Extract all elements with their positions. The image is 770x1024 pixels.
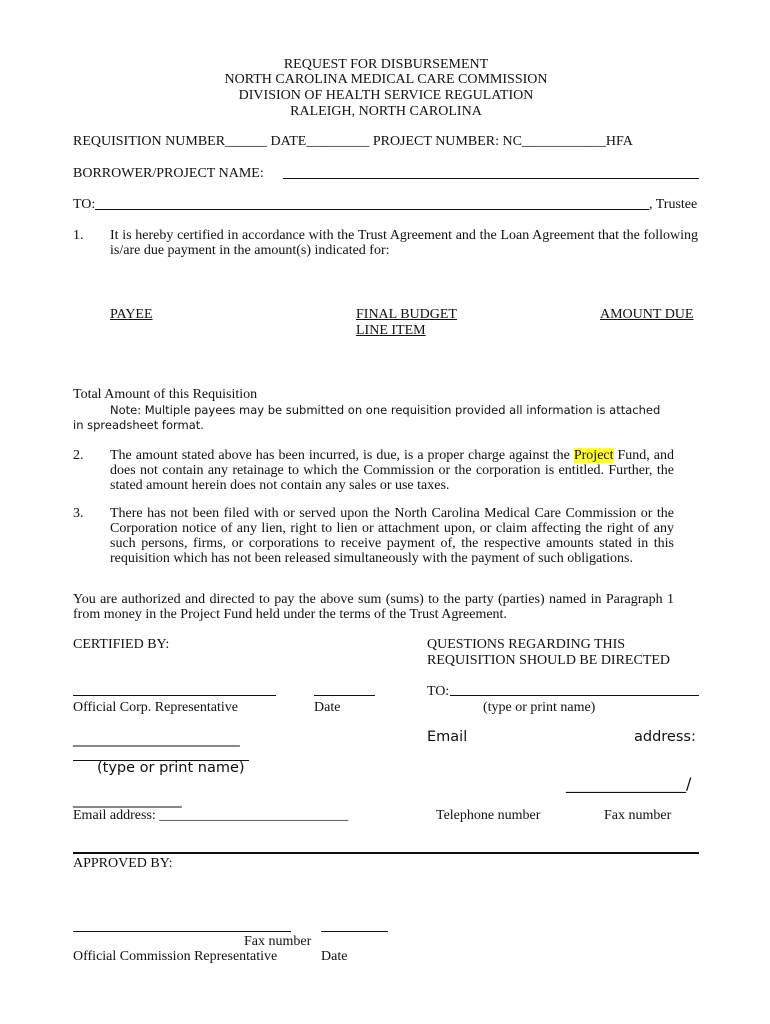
to2-label: TO: — [427, 684, 450, 699]
email-word: Email — [427, 729, 468, 745]
commission-signature-field[interactable] — [73, 931, 291, 932]
item2-text — [110, 448, 674, 493]
questions-line2: REQUISITION SHOULD BE DIRECTED — [427, 653, 671, 668]
commission-date-field[interactable] — [321, 931, 388, 932]
trustee-label: , Trustee — [649, 197, 698, 212]
telephone-label: Telephone number — [436, 808, 541, 823]
date-label2: Date — [321, 949, 348, 964]
name-underscore-field[interactable]: _______________________ — [73, 731, 240, 747]
budget-header-line1: FINAL BUDGET — [356, 307, 457, 322]
budget-header-line2: LINE ITEM — [356, 323, 426, 338]
requisition-line[interactable]: REQUISITION NUMBER______ DATE_________ PROJECT NUMBER: NC____________HFA — [73, 134, 633, 149]
contact-name-field[interactable] — [450, 695, 699, 696]
to-label: TO: — [73, 197, 96, 212]
email-slash-field[interactable]: _______________/ — [566, 774, 692, 793]
payee-header: PAYEE — [110, 307, 153, 322]
amount-header: AMOUNT DUE — [600, 307, 694, 322]
authorization-text: You are authorized and directed to pay the above sum (sums) to the party (parties) named in Paragraph 1 from money in the Project Fund held under the terms of the Trust Agreement. — [73, 592, 674, 622]
corp-signature-field[interactable] — [73, 695, 276, 696]
city-state: RALEIGH, NORTH CAROLINA — [290, 104, 482, 119]
corp-date-field[interactable] — [314, 695, 375, 696]
type-print-label: (type or print name) — [483, 700, 596, 715]
short-underscore-field[interactable]: _______________ — [73, 792, 182, 808]
fax-label: Fax number — [604, 808, 672, 823]
item2-text-after: Fund, and does not contain any retainage to which the Commission or the corporation is entitled. Further, the stated amount herein does not contain any sales or use taxes. — [110, 448, 674, 493]
form-title: REQUEST FOR DISBURSEMENT — [283, 57, 489, 72]
note-line2: in spreadsheet format. — [73, 418, 204, 432]
email-address-label[interactable]: Email address: ___________________________ — [73, 808, 349, 823]
trustee-field[interactable] — [95, 209, 649, 210]
questions-line1: QUESTIONS REGARDING THIS — [427, 637, 626, 652]
approved-label: APPROVED BY: — [73, 856, 173, 871]
address-word: address: — [634, 729, 696, 745]
item2-number: 2. — [73, 448, 84, 463]
note-line1: Note: Multiple payees may be submitted on one requisition provided all information is attached — [110, 403, 661, 417]
official-corp-label: Official Corp. Representative — [73, 700, 238, 715]
item1-number: 1. — [73, 228, 84, 243]
borrower-field[interactable] — [283, 178, 699, 179]
date-label: Date — [314, 700, 341, 715]
item3-number: 3. — [73, 506, 84, 521]
item1-text: It is hereby certified in accordance with the Trust Agreement and the Loan Agreement that the following is/are due payment in the amount(s) indicated for: — [110, 228, 698, 258]
total-label: Total Amount of this Requisition — [73, 387, 258, 402]
fax-number-label2: Fax number — [244, 934, 312, 949]
certified-label: CERTIFIED BY: — [73, 637, 170, 652]
commission-name: NORTH CAROLINA MEDICAL CARE COMMISSION — [224, 72, 548, 87]
official-commission-label: Official Commission Representative — [73, 949, 278, 964]
section-divider — [73, 852, 699, 854]
type-print-sans-label: (type or print name) — [97, 760, 245, 776]
division-name: DIVISION OF HEALTH SERVICE REGULATION — [238, 88, 534, 103]
item2-text-before: The amount stated above has been incurred, is due, is a proper charge against the — [110, 448, 574, 463]
project-highlight: Project — [573, 448, 614, 463]
item3-text: There has not been filed with or served upon the North Carolina Medical Care Commission or the Corporation notice of any lien, right to lien or attachment upon, or claim affecting the right of any such persons, firms, or corporations to receive payment of, the respective amounts stated in this requisition which has not been released simultaneously with the payment of such obligations. — [110, 506, 674, 566]
borrower-label: BORROWER/PROJECT NAME: — [73, 166, 264, 181]
